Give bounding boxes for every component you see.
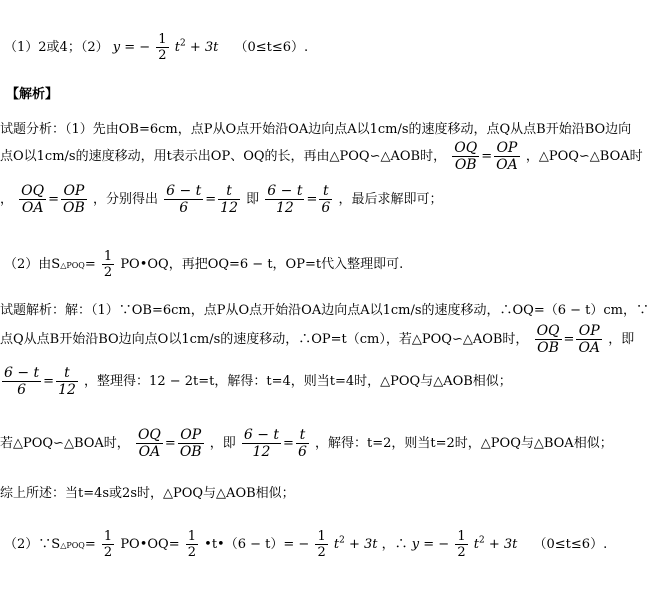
t-12-fraction — [56, 366, 78, 397]
frac-num: 1 — [103, 249, 113, 264]
analysis-text: 点O以1cm/s的速度移动，用t表示出OP、OQ的长，再由△POQ∽△AOB时， — [0, 149, 447, 164]
frac-den: OA — [21, 200, 44, 216]
frac-num: 1 — [187, 529, 197, 544]
oq-oa-fraction — [19, 184, 46, 215]
analysis-line-3 — [0, 184, 442, 215]
oq-oa-fraction — [136, 428, 163, 459]
solution-line-1: 试题解析：解：（1）∵OB=6cm，点P从O点开始沿OA边向点A以1cm/s的速度移动，∴OQ=（6 − t）cm，∵ — [0, 303, 649, 318]
solution-text: •t•（6 − t）= − — [204, 537, 310, 552]
answer-sq: 2 — [478, 535, 485, 546]
frac-den: OA — [496, 157, 518, 173]
equals: = — [164, 436, 176, 451]
solution-line-6 — [4, 530, 607, 559]
frac-den: 2 — [103, 545, 113, 560]
frac-num: OP — [61, 184, 87, 200]
op-oa-fraction — [576, 324, 602, 355]
half-fraction — [315, 530, 327, 559]
frac-den: OA — [138, 444, 161, 460]
oq-ob-fraction — [535, 324, 562, 355]
solution-text: ，即 — [608, 332, 635, 347]
frac-num: OQ — [536, 323, 560, 339]
solution-line-5: 综上所述：当t=4s或2s时，△POQ与△AOB相似； — [0, 486, 295, 501]
analysis-line-2 — [0, 141, 643, 172]
t-variable: t — [473, 537, 479, 552]
frac-num: OQ — [137, 427, 161, 443]
half-fraction — [156, 33, 168, 62]
solution-text: 若△POQ∽△BOA时， — [0, 436, 130, 451]
analysis-line-1: 试题分析：（1）先由OB=6cm，点P从O点开始沿OA边向点A以1cm/s的速度移动，点Q从点B开始沿BO边向 — [0, 122, 632, 137]
6t-6-fraction — [2, 366, 41, 397]
part2-text: （2）由S — [4, 257, 61, 272]
answer-line — [4, 33, 308, 62]
answer-t: t — [174, 40, 180, 55]
plus-3t: + 3t — [344, 537, 378, 552]
6t-12-fraction — [242, 428, 281, 459]
solution-text: （2）∵S — [4, 537, 61, 552]
equals: = — [43, 374, 55, 389]
frac-den: OB — [63, 200, 85, 216]
frac-num: 1 — [103, 529, 113, 544]
answer-part1: （1）2或4；（2） — [4, 40, 109, 55]
oq-ob-fraction — [452, 141, 479, 172]
solution-text: 点Q从点B开始沿BO边向点O以1cm/s的速度移动，∴OP=t（cm），若△POQ∽△AOB时， — [0, 332, 529, 347]
frac-den: 12 — [275, 200, 294, 216]
answer-sq: 2 — [339, 535, 345, 546]
t-6-fraction — [319, 184, 332, 215]
t-12-fraction — [218, 184, 240, 215]
equals: = — [84, 257, 96, 272]
frac-num: t — [296, 428, 309, 444]
t-6-fraction — [296, 428, 309, 459]
frac-den: 2 — [158, 48, 167, 63]
frac-den: 12 — [220, 200, 238, 216]
half-fraction — [102, 250, 114, 279]
frac-den: 6 — [179, 200, 189, 216]
equals: = — [84, 537, 96, 552]
half-fraction — [102, 530, 114, 559]
solution-text: ，∴ — [381, 537, 408, 552]
solution-text: PO•OQ= — [120, 537, 180, 552]
equals: = — [205, 192, 217, 207]
equals: = — [563, 332, 575, 347]
frac-num: 6 − t — [267, 183, 303, 199]
solution-range: （0≤t≤6）. — [533, 537, 608, 552]
equals: = — [48, 192, 60, 207]
6t-6-fraction — [164, 184, 203, 215]
analysis-text: ，分别得出 — [92, 192, 158, 207]
frac-num: OP — [178, 428, 204, 444]
frac-num: OQ — [21, 183, 45, 199]
half-fraction — [186, 530, 198, 559]
analysis-text: 即 — [246, 192, 260, 207]
frac-num: t — [218, 184, 240, 200]
frac-num: OQ — [454, 140, 478, 156]
frac-num: t — [56, 366, 78, 382]
frac-num: t — [319, 184, 332, 200]
answer-plus3t: + 3t — [189, 40, 219, 55]
area-subscript: △POQ — [60, 261, 85, 270]
frac-den: 12 — [252, 444, 271, 460]
analysis-text: ， — [0, 192, 14, 207]
answer-range: （0≤t≤6）. — [234, 40, 309, 55]
frac-den: 6 — [17, 382, 27, 398]
frac-den: 2 — [457, 545, 466, 560]
frac-den: OA — [578, 340, 601, 356]
solution-text: ，解得：t=2，则当t=2时，△POQ与△BOA相似； — [315, 436, 613, 451]
frac-den: OB — [537, 340, 559, 356]
frac-num: OP — [576, 324, 602, 340]
equals: = — [481, 149, 493, 164]
frac-num: 1 — [457, 529, 466, 544]
jiexi-heading: 【解析】 — [6, 87, 59, 102]
frac-den: OB — [454, 157, 477, 173]
y-equals: y = − — [411, 537, 450, 552]
part2-text: PO•OQ，再把OQ=6 − t，OP=t代入整理即可. — [120, 257, 404, 272]
solution-text: ，整理得：12 − 2t=t，解得：t=4，则当t=4时，△POQ与△AOB相似； — [84, 374, 512, 389]
frac-den: 2 — [317, 545, 326, 560]
6t-12-fraction — [265, 184, 304, 215]
plus-3t: + 3t — [484, 537, 518, 552]
frac-num: 6 − t — [243, 427, 280, 443]
frac-den: 12 — [58, 382, 76, 398]
frac-num: 1 — [317, 529, 326, 544]
analysis-text: ，最后求解即可； — [338, 192, 443, 207]
half-fraction — [455, 530, 467, 559]
frac-den: 2 — [187, 545, 197, 560]
frac-den: 2 — [103, 265, 113, 280]
frac-den: OB — [179, 444, 202, 460]
solution-line-3 — [0, 366, 512, 397]
answer-sq: 2 — [179, 38, 186, 49]
equals: = — [306, 192, 318, 207]
equals: = — [283, 436, 294, 451]
answer-formula-lhs: y = − — [112, 40, 151, 55]
frac-num: OP — [494, 141, 520, 157]
op-ob-fraction — [61, 184, 87, 215]
frac-num: 6 − t — [4, 365, 40, 381]
t-variable: t — [333, 537, 340, 552]
op-ob-fraction — [178, 428, 204, 459]
area-subscript: △POQ — [60, 541, 85, 550]
analysis-text: ，△POQ∽△BOA时 — [525, 149, 643, 164]
part2-line — [4, 250, 403, 279]
frac-den: 6 — [321, 200, 331, 216]
frac-den: 6 — [297, 444, 307, 460]
solution-text: ，即 — [209, 436, 236, 451]
op-oa-fraction — [494, 141, 520, 172]
frac-num: 1 — [158, 32, 167, 47]
solution-line-4 — [0, 428, 613, 459]
frac-num: 6 − t — [166, 183, 202, 199]
solution-line-2 — [0, 324, 634, 355]
